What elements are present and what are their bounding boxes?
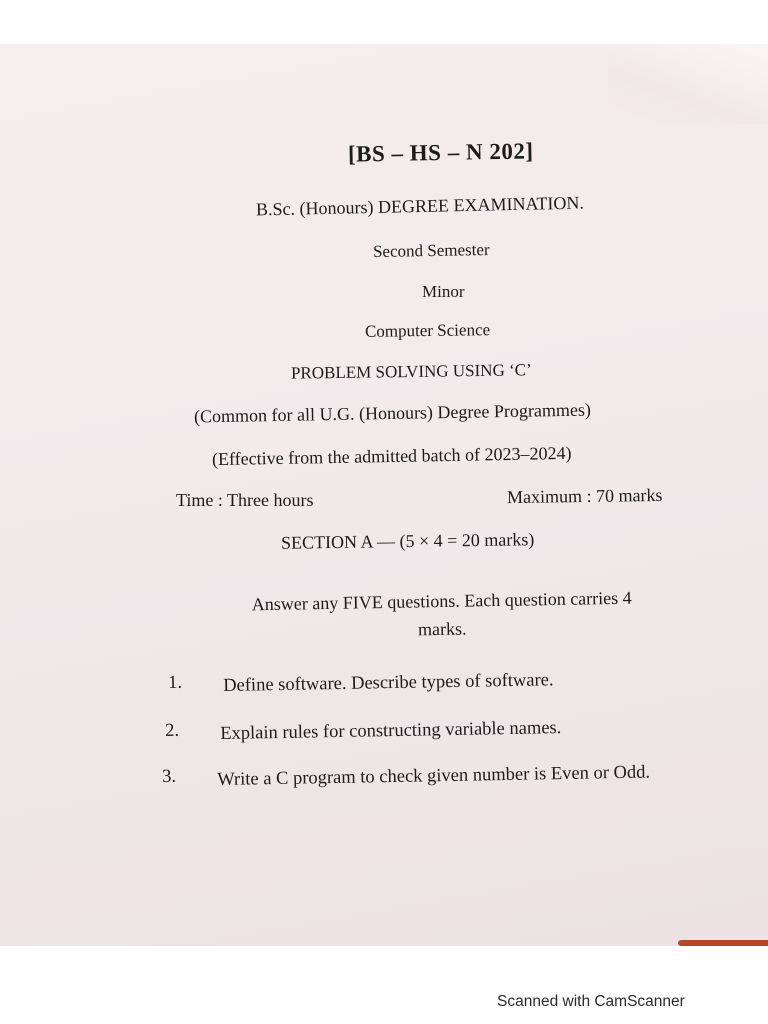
exam-duration: Time : Three hours — [176, 490, 314, 510]
degree-title: B.Sc. (Honours) DEGREE EXAMINATION. — [255, 192, 585, 220]
maximum-marks: Maximum : 70 marks — [506, 484, 663, 508]
effective-note: (Effective from the admitted batch of 2023–2024) — [211, 442, 572, 470]
subject-label: Computer Science — [364, 320, 491, 341]
common-note: (Common for all U.G. (Honours) Degree Programmes) — [193, 399, 592, 427]
paper-edge-shadow — [678, 940, 768, 946]
section-heading: SECTION A — (5 × 4 = 20 marks) — [280, 529, 535, 553]
question-text: Define software. Describe types of software. — [223, 670, 554, 697]
question-number: 1. — [168, 672, 183, 693]
semester-label: Second Semester — [372, 239, 490, 262]
question-text: Explain rules for constructing variable names. — [220, 718, 562, 745]
course-title: PROBLEM SOLVING USING ‘C’ — [290, 360, 532, 383]
paper-fold-highlight — [608, 44, 768, 124]
question-text: Write a C program to check given number is Even or Odd. — [217, 762, 651, 791]
question-number: 2. — [165, 720, 180, 741]
scanner-watermark: Scanned with CamScanner — [497, 993, 685, 1010]
category-label: Minor — [422, 282, 465, 301]
paper-code: [BS – HS – N 202] — [347, 138, 534, 167]
instructions: Answer any FIVE questions. Each question carries 4 marks. — [251, 587, 632, 640]
question-number: 3. — [162, 766, 177, 787]
